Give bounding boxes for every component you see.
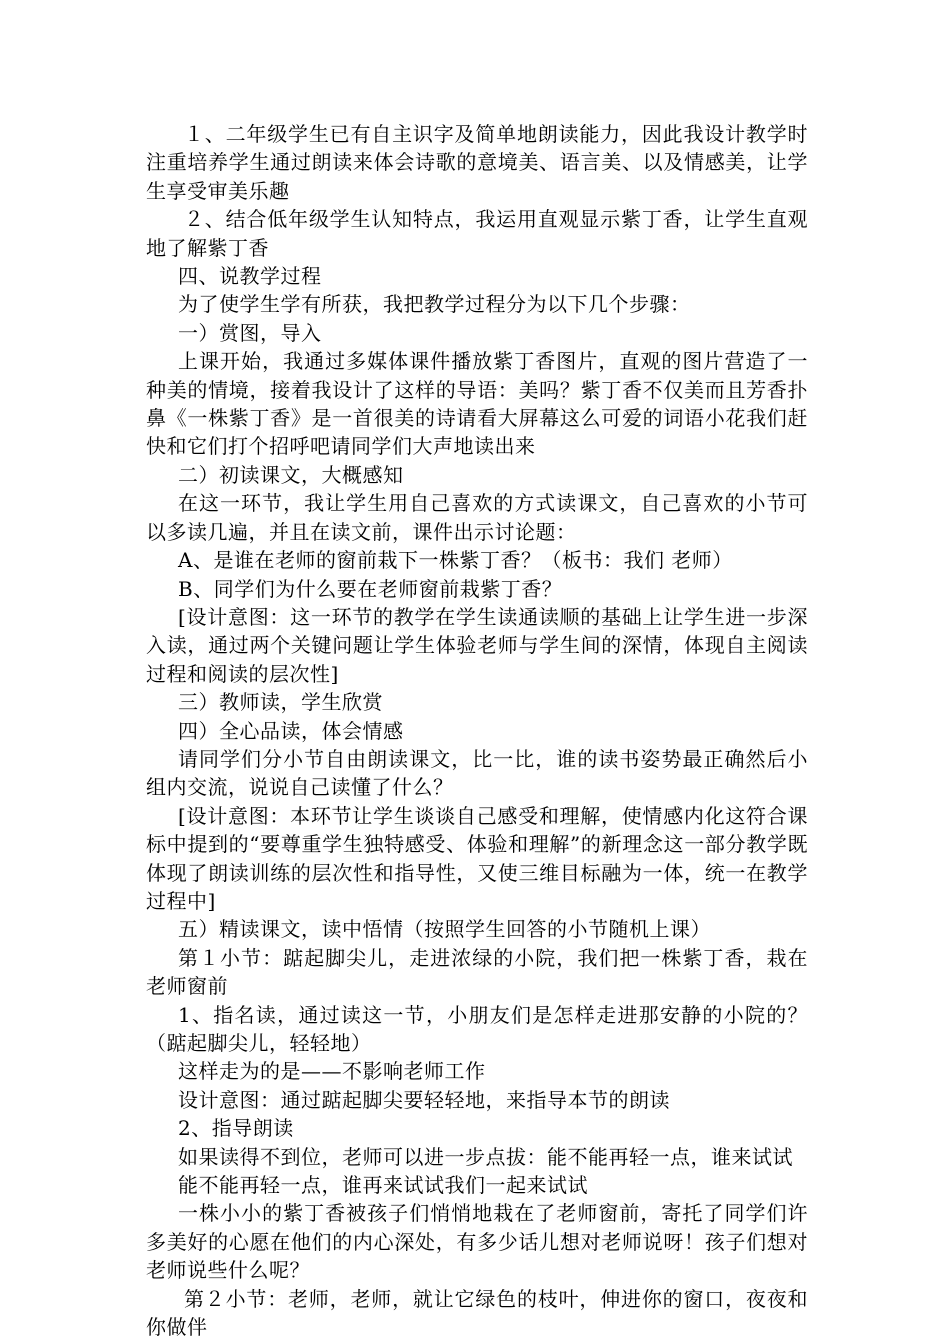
document-page [146, 120, 808, 1341]
paragraph-guidance: 如果读得不到位，老师可以进一步点拔：能不能再轻一点，谁来试试 [178, 1144, 793, 1169]
step-heading-3: 三）教师读，学生欣赏 [178, 690, 383, 715]
section-heading-teaching-process: 四、说教学过程 [178, 264, 322, 289]
paragraph-purpose: 这样走为的是——不影响老师工作 [178, 1059, 486, 1084]
paragraph-step-1: 上课开始，我通过多媒体课件播放紫丁香图片，直观的图片营造了一种美的情境，接着我设计了这样的导语：美吗？紫丁香不仅美而且芳香扑鼻《一株紫丁香》是一首很美的诗请看大屏幕这么可爱的词语小花我们赶快和它们打个招呼吧请同学们大声地读出来 [146, 349, 808, 459]
paragraph-point-2: 2、指导朗读 [178, 1116, 294, 1141]
stanza-1: 第１小节：踮起脚尖儿，走进浓绿的小院，我们把一株紫丁香，栽在老师窗前 [146, 945, 808, 999]
step-heading-4: 四）全心品读，体会情感 [178, 718, 404, 743]
paragraph-reason-1: １、二年级学生已有自主识字及简单地朗读能力，因此我设计教学时注重培养学生通过朗读来体会诗歌的意境美、语言美、以及情感美，让学生享受审美乐趣 [146, 122, 808, 203]
paragraph-intro-steps: 为了使学生学有所获，我把教学过程分为以下几个步骤： [178, 292, 691, 317]
paragraph-step-4: 请同学们分小节自由朗读课文，比一比，谁的读书姿势最正确然后小组内交流，说说自己读懂了什么？ [146, 746, 808, 800]
design-intent-1: [设计意图：这一环节的教学在学生读通读顺的基础上让学生进一步深入读，通过两个关键问题让学生体验老师与学生间的深情，体现自主阅读过程和阅读的层次性] [146, 604, 808, 686]
question-b: B、同学们为什么要在老师窗前栽紫丁香？ [178, 576, 563, 601]
step-heading-5: 五）精读课文，读中悟情（按照学生回答的小节随机上课） [178, 917, 711, 942]
design-intent-3: 设计意图：通过踮起脚尖要轻轻地，来指导本节的朗读 [178, 1087, 670, 1112]
paragraph-step-2: 在这一环节，我让学生用自己喜欢的方式读课文，自己喜欢的小节可以多读几遍，并且在读文前，课件出示讨论题： [146, 491, 808, 544]
paragraph-point-1: 1、指名读，通过读这一节，小朋友们是怎样走进那安静的小院的？（踮起脚尖儿，轻轻地） [146, 1002, 808, 1055]
paragraph-transition: 一株小小的紫丁香被孩子们悄悄地栽在了老师窗前，寄托了同学们许多美好的心愿在他们的内心深处，有多少话儿想对老师说呀！孩子们想对老师说些什么呢？ [146, 1201, 808, 1283]
paragraph-reason-2: ２、结合低年级学生认知特点，我运用直观显示紫丁香，让学生直观地了解紫丁香 [146, 207, 808, 260]
paragraph-try-again: 能不能再轻一点，谁再来试试我们一起来试试 [178, 1173, 588, 1198]
design-intent-2: [设计意图：本环节让学生谈谈自己感受和理解，使情感内化这符合课标中提到的“要尊重学生独特感受、体验和理解”的新理念这一部分教学既体现了朗读训练的层次性和指导性，又使三维目标融为一体，统一在教学过程中] [146, 803, 808, 913]
question-a: A、是谁在老师的窗前栽下一株紫丁香？（板书：我们 老师） [178, 548, 733, 573]
stanza-2: 第２小节：老师，老师，就让它绿色的枝叶，伸进你的窗口，夜夜和你做伴 [146, 1286, 808, 1340]
step-heading-1: 一）赏图，导入 [178, 320, 322, 345]
step-heading-2: 二）初读课文，大概感知 [178, 462, 404, 487]
